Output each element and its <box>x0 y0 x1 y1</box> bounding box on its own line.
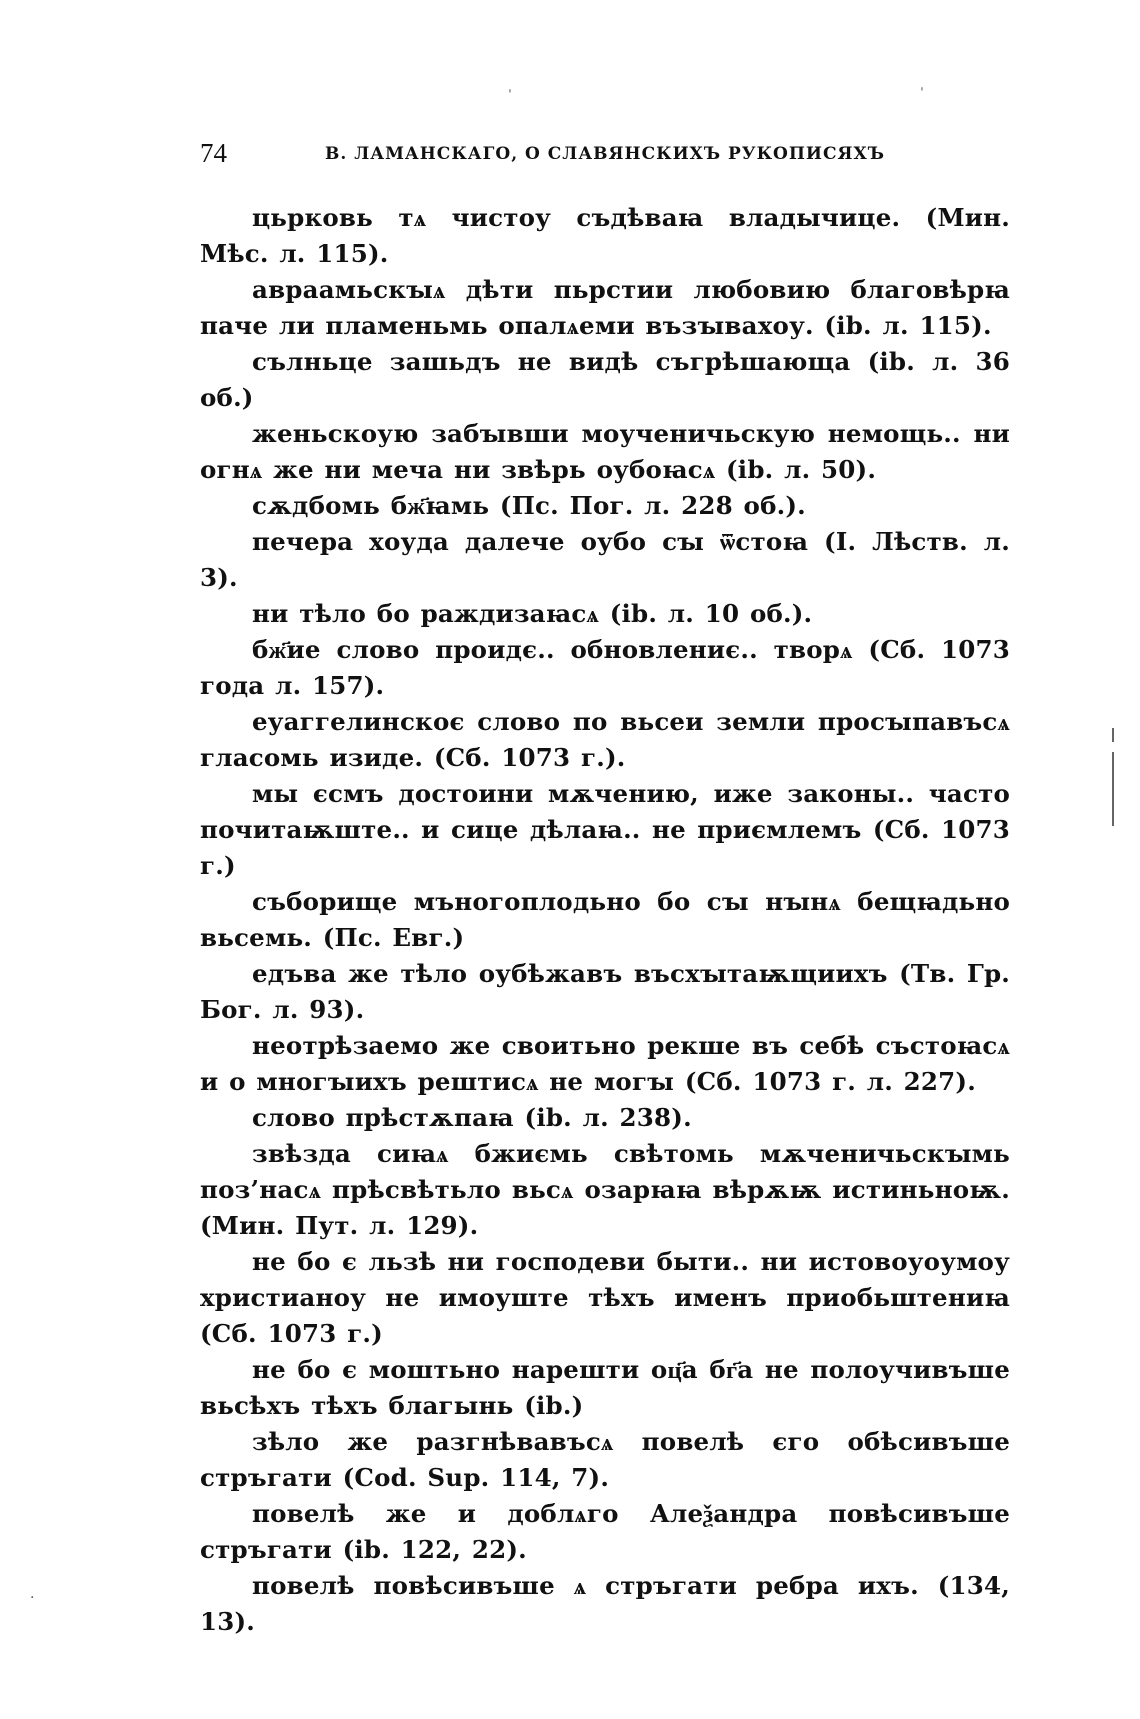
paragraph: авраамьскꙑѧ дѣти пьрстии любовию благовѣрꙗ паче ли пламеньмь опалѧеми възꙑвахоу. (ib. л. 115). <box>200 275 1010 340</box>
paragraph: цьрковь тѧ чистоу съдѣваꙗ владычице. (Мин. Мѣс. л. 115). <box>200 203 1010 268</box>
paragraph: звѣзда сиꙗѧ бжиємь свѣтомь мѫченичьскꙑмь поз’насѧ прѣсвѣтьло вьсѧ озарꙗꙗ вѣрѫѭ истиньноѭ. (Мин. Пут. л. 129). <box>200 1139 1010 1240</box>
paragraph: сѫдбомь бж҃ꙗмь (Пс. Пог. л. 228 об.). <box>252 491 806 520</box>
paragraph: печера хоуда далече оубо сꙑ ѿстоꙗ (І. Лѣств. л. 3). <box>200 527 1010 592</box>
page-body <box>200 200 1010 1640</box>
paragraph: съборище мъногоплодьно бо сꙑ нꙑнѧ бещꙗдьно вьсемь. (Пс. Евг.) <box>200 887 1010 952</box>
running-head: В. ЛАМАНСКАГО, О СЛАВЯНСКИХЪ РУКОПИСЯХЪ <box>325 144 885 164</box>
paragraph: неотрѣзаемо же своитьно рекше въ себѣ състоꙗсѧ и о многꙑихъ рештисѧ не могꙑ (Сб. 1073 г. л. 227). <box>200 1031 1010 1096</box>
scan-artifact <box>1112 752 1114 826</box>
paragraph: зѣло же разгнѣвавъсѧ повелѣ єго обѣсивъше стръгати (Cod. Sup. 114, 7). <box>200 1427 1010 1492</box>
scan-speck: ˈ <box>920 86 924 102</box>
paragraph: женьскоую забꙑвши моученичьскую немощь.. ни огнѧ же ни меча ни звѣрь оубоꙗсѧ (ib. л. 50). <box>200 419 1010 484</box>
scan-artifact <box>1112 728 1114 742</box>
paragraph: мы єсмъ достоини мѫчению, иже законы.. часто почитаѭште.. и сице дѣлаꙗ.. не приємлемъ (Сб. 1073 г.) <box>200 779 1010 880</box>
scan-speck: · <box>30 1590 35 1606</box>
page-number: 74 <box>200 138 227 168</box>
paragraph: слово прѣстѫпаꙗ (ib. л. 238). <box>252 1103 692 1132</box>
paragraph: повелѣ же и доблѧго Алеѯандра повѣсивъше стръгати (ib. 122, 22). <box>200 1499 1010 1564</box>
scan-speck: ˈ <box>508 88 512 104</box>
paragraph: повелѣ повѣсивъше ѧ стръгати ребра ихъ. (134, 13). <box>200 1571 1010 1636</box>
paragraph: не бо є моштьно нарешти оц҃а бг҃а не полоучивъше вьсѣхъ тѣхъ благынь (ib.) <box>200 1355 1010 1420</box>
paragraph: не бо є льзѣ ни господеви быти.. ни истовоуоумоу христианоу не имоуште тѣхъ именъ приобьштениꙗ (Сб. 1073 г.) <box>200 1247 1010 1348</box>
paragraph: сълньце зашьдъ не видѣ съгрѣшающа (ib. л. 36 об.) <box>200 347 1010 412</box>
page-header <box>200 138 1010 178</box>
paragraph: бж҃ие слово проидє.. обновлениє.. творѧ (Сб. 1073 года л. 157). <box>200 635 1010 700</box>
paragraph: еуаггелинскоє слово по вьсеи земли просꙑпавъсѧ гласомь изиде. (Сб. 1073 г.). <box>200 707 1010 772</box>
paragraph: ни тѣло бо раждизаꙗсѧ (ib. л. 10 об.). <box>252 599 813 628</box>
paragraph: едъва же тѣло оубѣжавъ въсхꙑтаѭщиихъ (Тв. Гр. Бог. л. 93). <box>200 959 1010 1024</box>
